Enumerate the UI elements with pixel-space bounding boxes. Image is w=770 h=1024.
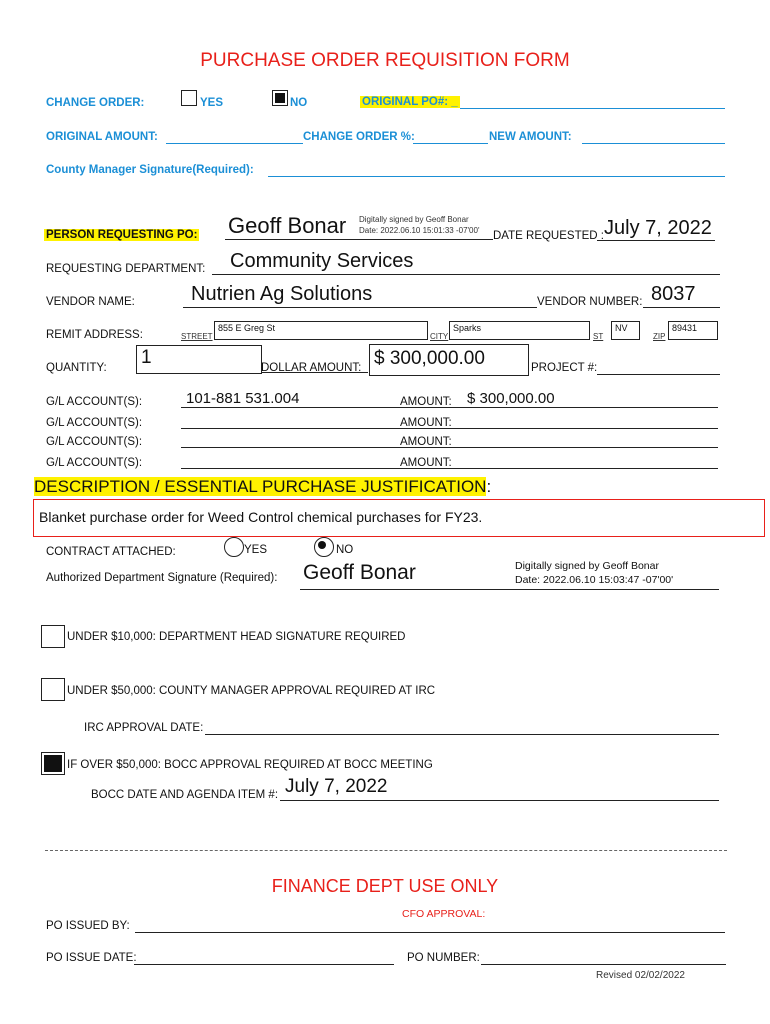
- date-requested-value[interactable]: July 7, 2022: [604, 217, 712, 239]
- irc-approval-date-line[interactable]: [205, 734, 719, 735]
- gl-amount-value-1[interactable]: $ 300,000.00: [467, 390, 555, 407]
- revised-date: Revised 02/02/2022: [596, 970, 685, 981]
- cfo-approval-label: CFO APPROVAL:: [402, 908, 486, 920]
- gl-account-label-2: G/L ACCOUNT(S):: [46, 417, 143, 429]
- over-50k-checkbox[interactable]: [41, 752, 65, 775]
- gl-amount-label-3: AMOUNT:: [400, 436, 452, 448]
- gl-account-line-3[interactable]: [181, 447, 718, 448]
- contract-no-label: NO: [336, 544, 354, 556]
- county-manager-signature-line[interactable]: [268, 176, 725, 177]
- bocc-date-value[interactable]: July 7, 2022: [285, 776, 388, 797]
- description-heading-text: DESCRIPTION / ESSENTIAL PURCHASE JUSTIFICATION: [34, 477, 487, 496]
- under-50k-label: UNDER $50,000: COUNTY MANAGER APPROVAL REQUIRED AT IRC: [67, 685, 436, 697]
- state-value: NV: [615, 323, 628, 333]
- original-amount-label: ORIGINAL AMOUNT:: [46, 131, 158, 143]
- quantity-field[interactable]: [136, 345, 262, 374]
- original-amount-line[interactable]: [166, 143, 303, 144]
- new-amount-line[interactable]: [582, 143, 725, 144]
- authorized-signature-line: [300, 589, 719, 590]
- vendor-number-value[interactable]: 8037: [651, 283, 696, 305]
- change-order-no-label: NO: [290, 97, 308, 109]
- gl-amount-label-2: AMOUNT:: [400, 417, 452, 429]
- change-order-label: CHANGE ORDER:: [46, 97, 145, 109]
- change-order-no-checkbox[interactable]: [272, 90, 288, 106]
- change-order-pct-line[interactable]: [413, 143, 488, 144]
- quantity-dollar-line: [261, 372, 368, 373]
- project-line: [597, 374, 720, 375]
- authorized-digital-sig-line1: Digitally signed by Geoff Bonar: [515, 560, 659, 572]
- project-label: PROJECT #:: [531, 362, 598, 374]
- description-heading-colon: :: [486, 477, 492, 496]
- date-requested-line: [597, 240, 715, 241]
- vendor-name-value[interactable]: Nutrien Ag Solutions: [191, 283, 373, 305]
- quantity-value: 1: [141, 347, 152, 368]
- vendor-name-line: [183, 307, 537, 308]
- section-divider: [45, 850, 727, 851]
- county-manager-signature-label: County Manager Signature(Required):: [46, 164, 254, 176]
- street-field[interactable]: [214, 321, 428, 340]
- street-label: STREET: [181, 332, 213, 341]
- gl-account-label-1: G/L ACCOUNT(S):: [46, 396, 143, 408]
- vendor-number-line: [643, 307, 720, 308]
- zip-field[interactable]: [668, 321, 718, 340]
- bocc-date-label: BOCC DATE AND AGENDA ITEM #:: [91, 789, 279, 801]
- vendor-name-label: VENDOR NAME:: [46, 296, 135, 308]
- st-label: ST: [593, 332, 604, 341]
- under-50k-checkbox[interactable]: [41, 678, 65, 701]
- digital-signature-line2: Date: 2022.06.10 15:01:33 -07'00': [359, 226, 480, 235]
- new-amount-label: NEW AMOUNT:: [489, 131, 572, 143]
- vendor-number-label: VENDOR NUMBER:: [537, 296, 643, 308]
- contract-attached-label: CONTRACT ATTACHED:: [46, 546, 176, 558]
- finance-heading: FINANCE DEPT USE ONLY: [271, 876, 499, 896]
- city-field[interactable]: [449, 321, 590, 340]
- gl-account-label-4: G/L ACCOUNT(S):: [46, 457, 143, 469]
- description-text: Blanket purchase order for Weed Control chemical purchases for FY23.: [39, 509, 483, 525]
- quantity-label: QUANTITY:: [46, 362, 107, 374]
- date-requested-label: DATE REQUESTED :: [493, 230, 604, 242]
- contract-yes-radio[interactable]: [224, 537, 244, 557]
- zip-value: 89431: [672, 323, 698, 333]
- department-line: [212, 274, 720, 275]
- original-po-label: ORIGINAL PO#: _: [362, 96, 458, 108]
- under-10k-checkbox[interactable]: [41, 625, 65, 648]
- contract-yes-label: YES: [244, 544, 268, 556]
- city-label: CITY: [430, 332, 449, 341]
- contract-no-radio[interactable]: [314, 537, 334, 557]
- description-heading: [34, 477, 491, 497]
- po-number-label: PO NUMBER:: [407, 952, 480, 964]
- dollar-amount-value: $ 300,000.00: [374, 348, 485, 369]
- department-label: REQUESTING DEPARTMENT:: [46, 263, 206, 275]
- dollar-amount-label: DOLLAR AMOUNT:: [261, 362, 362, 374]
- digital-signature-line1: Digitally signed by Geoff Bonar: [359, 215, 469, 224]
- department-value[interactable]: Community Services: [230, 250, 414, 272]
- under-10k-label: UNDER $10,000: DEPARTMENT HEAD SIGNATURE REQUIRED: [67, 631, 406, 643]
- po-issue-date-label: PO ISSUE DATE:: [46, 952, 137, 964]
- change-order-yes-checkbox[interactable]: [181, 90, 197, 106]
- gl-amount-label-4: AMOUNT:: [400, 457, 452, 469]
- person-requesting-line: [225, 239, 493, 240]
- authorized-signature-value[interactable]: Geoff Bonar: [303, 561, 416, 584]
- person-requesting-label: PERSON REQUESTING PO:: [46, 229, 198, 241]
- po-number-line[interactable]: [481, 964, 726, 965]
- state-field[interactable]: [611, 321, 640, 340]
- gl-account-line-2[interactable]: [181, 428, 718, 429]
- change-order-yes-label: YES: [200, 97, 224, 109]
- po-issued-by-line[interactable]: [135, 932, 725, 933]
- person-requesting-value[interactable]: Geoff Bonar: [228, 213, 347, 238]
- gl-account-label-3: G/L ACCOUNT(S):: [46, 436, 143, 448]
- bocc-date-line: [280, 800, 719, 801]
- gl-amount-label-1: AMOUNT:: [400, 396, 452, 408]
- form-title: PURCHASE ORDER REQUISITION FORM: [200, 50, 570, 71]
- gl-account-line-1: [181, 407, 718, 408]
- remit-address-label: REMIT ADDRESS:: [46, 329, 143, 341]
- dollar-amount-field[interactable]: [369, 344, 529, 376]
- original-po-line[interactable]: [460, 108, 725, 109]
- over-50k-label: IF OVER $50,000: BOCC APPROVAL REQUIRED AT BOCC MEETING: [67, 759, 433, 771]
- city-value: Sparks: [453, 323, 482, 333]
- gl-account-value-1[interactable]: 101-881 531.004: [186, 390, 300, 407]
- street-value: 855 E Greg St: [218, 323, 276, 333]
- change-order-pct-label: CHANGE ORDER %:: [303, 131, 415, 143]
- po-issue-date-line[interactable]: [134, 964, 394, 965]
- authorized-digital-sig-line2: Date: 2022.06.10 15:03:47 -07'00': [515, 574, 674, 586]
- irc-approval-date-label: IRC APPROVAL DATE:: [84, 722, 204, 734]
- description-field[interactable]: [33, 499, 765, 537]
- zip-label: ZIP: [653, 332, 666, 341]
- authorized-signature-label: Authorized Department Signature (Required):: [46, 572, 278, 584]
- gl-account-line-4[interactable]: [181, 468, 718, 469]
- po-issued-by-label: PO ISSUED BY:: [46, 920, 130, 932]
